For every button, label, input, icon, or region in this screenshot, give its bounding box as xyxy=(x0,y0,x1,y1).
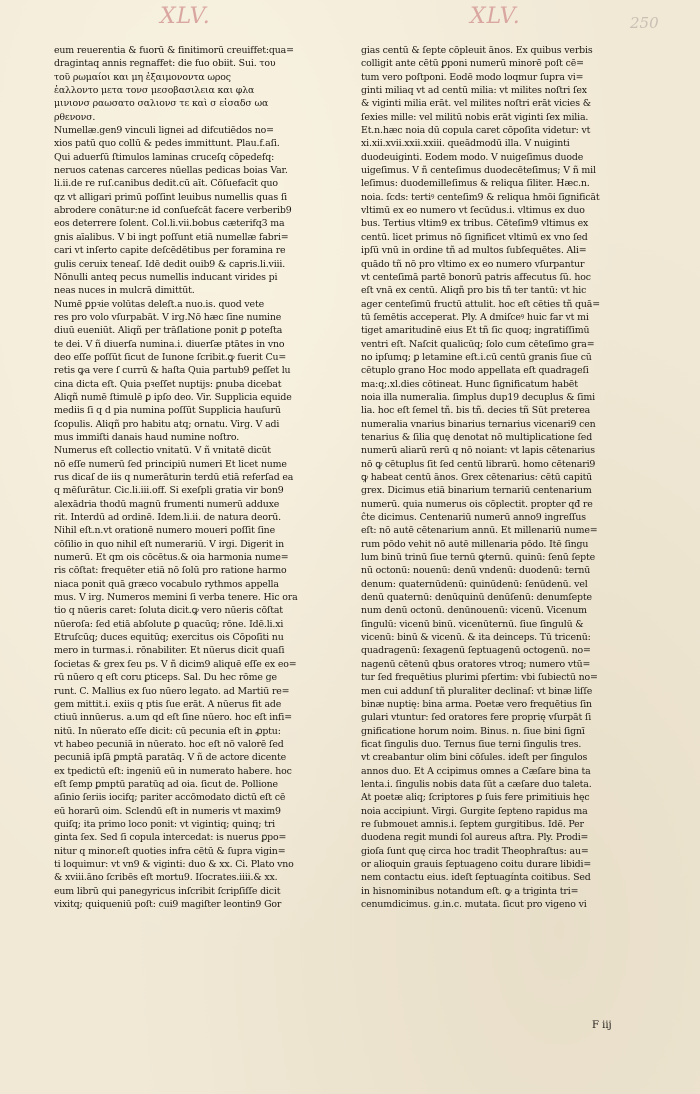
text-line: cari vt inſerto capite deſcēdētibus per foramina re xyxy=(54,245,286,257)
text-line: runt. C. Mallius ex ſuo nūero legato. ad Martiū re= xyxy=(54,685,290,697)
text-column-right xyxy=(361,44,655,1064)
text-line: vt creabantur olim bini cōſules. ideſt per ſingulos xyxy=(361,752,588,764)
text-line: gnificatione horum noim. Binus. n. ſiue bini ſignī xyxy=(361,725,585,737)
text-line: tio q nūeris caret: ſoluta dicit.ꝙ vero nūeris cōſtat xyxy=(54,605,283,617)
text-line: res pro volo vſurpabāt. V irg.Nō hæc ſine numine xyxy=(54,311,282,323)
text-line: eū horarū oim. Sclendū eſt in numeris vt maxim9 xyxy=(54,805,281,817)
text-line: mus immiſti danais haud numine noſtro. xyxy=(54,431,240,443)
text-line: ventri eſt. Naſcit qualicūq; ſolo cum cēteſimo gra= xyxy=(361,338,595,350)
text-line: centū. licet primus nō ſignificet vltimū ex vno ſed xyxy=(361,231,588,243)
text-line: ctiuū innūerus. a.um qd eſt ſine nūero. hoc eſt infi= xyxy=(54,712,292,724)
text-line: mero in turmas.i. rōnabiliter. Et nūerus dicit quaſi xyxy=(54,645,285,657)
text-line: ſcopulis. Aliqñ pro habitu atq; ornatu. Virg. V adi xyxy=(54,418,280,430)
text-line: vt centeſimā partē bonorū patris affecutus ſū. hoc xyxy=(361,271,591,283)
text-line: te dei. V ñ diuerſa numina.i. diuerſæ ptātes in vno xyxy=(54,338,285,350)
text-line: ipſū vnū in ordine tñ ad multos ſubſequētes. Ali= xyxy=(361,245,587,257)
text-line: numerū. Et qm ois cōcētus.& oia harmonia nume= xyxy=(54,552,289,564)
text-line: alexādria thodū magnū frumenti numerū adduxe xyxy=(54,498,280,510)
text-line: gulari vtuntur: ſed oratores fere proprię vſurpāt ſi xyxy=(361,712,592,724)
text-line: gias centū & ſepte cōpleuit ānos. Ex quibus verbis xyxy=(361,45,593,56)
text-line: binæ nuptię: bina arma. Poetæ vero frequētius ſin xyxy=(361,698,592,710)
text-line: Nihil eſt.n.vt orationē numero moueri poſſit ſine xyxy=(54,525,275,537)
text-line: tiget amaritudinē eius Et tñ ſic quoq; ingratiſſimū xyxy=(361,325,590,337)
text-line: xios patū quo collū & pedes immittunt. Plau.f.aſi. xyxy=(54,138,280,150)
text-line: q mēſurātur. Cic.li.iii.off. Si exeſpli gratia vir bon9 xyxy=(54,485,284,497)
text-line: vltimū ex eo numero vt ſecūdus.i. vltimus ex duo xyxy=(361,205,585,217)
text-line: no ipſumq; ꝑ letamine eſt.i.cū centū granis ſiue cū xyxy=(361,351,592,363)
text-line: rū nūero q eſt coru ꝑticeps. Sal. Du hec rōme ge xyxy=(54,672,277,684)
text-line: aſinio ſeriis iocifq; pariter accōmodato dictū eſt cē xyxy=(54,792,286,804)
text-line: tū ſemētis acceperat. Ply. A dmiſceꝰ huic far vt mi xyxy=(361,311,589,323)
text-line: or alioquin grauis ſeptuageno coitu durare libidi= xyxy=(361,858,592,870)
text-line: ginta ſex. Sed ſi copula intercedat: is nuerus ꝑpo= xyxy=(54,832,287,844)
text-line: ſingulū: vicenū binū. vicenūternū. ſiue ſingulū & xyxy=(361,618,584,630)
text-line: eſt ſemp ꝑmptū paratūq ad oia. ſicut de. Pollione xyxy=(54,778,278,790)
text-line: gulis ceruix teneaſ. Idē dedit ouib9 & capris.li.viii. xyxy=(54,258,286,270)
text-line: quādo tñ nō pro vltimo ex eo numero vſurpantur xyxy=(361,258,585,270)
text-line: ꝙ habeat centū ānos. Grex cētenarius: cētū capitū xyxy=(361,472,593,483)
text-line: num denū octonū. denūnouenū: vicenū. Vicenum xyxy=(361,605,587,617)
text-line: noia. ſcds: tertiꝰ centeſim9 & reliqua hmōi ſignificāt xyxy=(361,191,600,203)
text-line: leſimus: duodemilleſimus & reliqua ſiliter. Hæc.n. xyxy=(361,178,590,190)
text-line: quadragenū: ſexagenū ſeptuagenū octogenū. no= xyxy=(361,645,591,657)
text-line: lum binū trinū ſiue ternū ꝙternū. quinū: ſenū ſepte xyxy=(361,552,596,564)
text-line: denum: quaternūdenū: quinūdenū: ſenūdenū. vel xyxy=(361,578,588,590)
text-line: tur ſed frequētius plurimi pſertim: vbi ſubiectū no= xyxy=(361,672,598,684)
text-line: re ſubmouet amnis.i. ſeptem gurgitibus. Idē. Per xyxy=(361,818,584,830)
text-line: Numē ꝑpꝛie volūtas deleſt.a nuo.is. quod vete xyxy=(54,298,264,310)
text-line: rit. Interdū ad ordinē. Idem.li.ii. de natura deorū. xyxy=(54,512,281,524)
text-line: eum reuerentia & fuorū & finitimorū creuiffet:qua= xyxy=(54,45,294,56)
text-line: ginti miliaq vt ad centū milia: vt milites noſtri ſex xyxy=(361,85,587,97)
text-line: ma:q;.xl.dies cōtineat. Hunc ſignificatum habēt xyxy=(361,378,578,390)
text-line: qz vt alligari primū poſſint leuibus numellis quas ſi xyxy=(54,191,288,203)
text-line: niaca ponit quā græco vocabulo rythmos appella xyxy=(54,578,279,590)
text-line: cōſilio in quo nihil eſt numerariū. V irgi. Digerit in xyxy=(54,538,284,550)
folio-number: 250 xyxy=(630,14,659,32)
text-line: eum librū qui panegyricus inſcribit ſcripſiſſe dicit xyxy=(54,885,281,897)
text-line: vicenū: binū & vicenū. & ita deinceps. Tū tricenū: xyxy=(361,632,591,644)
text-line: Numerus eſt collectio vnitatū. V ñ vnitatē dicūt xyxy=(54,445,271,457)
text-line: uigeſimus. V ñ centeſimus duodecēteſimus; V ñ mil xyxy=(361,165,596,177)
text-line: lenta.i. ſingulis nobis data ſūt a cæſare duo taleta. xyxy=(361,778,592,790)
text-line: eſt: nō autē cētenarium annū. Et millenariū nume= xyxy=(361,525,598,537)
text-line: rus dicaſ de iis q numerāturin terdū etiā referſad ea xyxy=(54,472,294,483)
text-line: numerū aliarū rerū q nō noiant: vt lapis cētenarius xyxy=(361,445,595,457)
text-line: nū octonū: nouenū: denū vndenū: duodenū: ternū xyxy=(361,565,591,577)
text-line: rum pōdo vehit nō autē millenaria pōdo. Itē ſingu xyxy=(361,538,589,550)
text-line: neas nuces in mulcrā dimittūt. xyxy=(54,285,195,297)
text-line: Et.n.hæc noia dū copula caret cōpoſita videtur: vt xyxy=(361,125,591,137)
text-line: tum vero poſtponi. Eodē modo loqmur ſupra vi= xyxy=(361,71,584,83)
text-line: vt habeo pecuniā in nūerato. hoc eſt nō valorē ſed xyxy=(54,738,284,750)
running-header-right: XLV. xyxy=(470,4,521,29)
running-header-left: XLV. xyxy=(160,4,211,29)
text-line: cenumdicimus. g.in.c. mutata. ſicut pro vigeno vi xyxy=(361,899,587,910)
text-line: dragintaq annis regnaffet: die fuo obiit. Sui. του xyxy=(54,58,276,70)
text-line: gioſa ſunt quę circa hoc tradit Theophraſtus: au= xyxy=(361,845,589,857)
text-line: ris cōſtat: frequēter etiā nō ſolū pro ratione harmo xyxy=(54,565,287,577)
text-line: duodeuiginti. Eodem modo. V nuigeſimus duode xyxy=(361,151,584,163)
text-line: ti loquimur: vt vn9 & viginti: duo & xx. Ci. Plato vno xyxy=(54,858,294,870)
text-line: cētuplo grano Hoc modo appellata eſt quadrageſi xyxy=(361,365,589,377)
text-line: duodena regit mundi ſol aureus aſtra. Ply. Prodi= xyxy=(361,832,589,844)
text-line: ex tpedictū eſt: ingeniū eū in numerato habere. hoc xyxy=(54,765,292,777)
text-line: nūeroſa: ſed etiā abſolute ꝑ quacūq; rōne. Idē.li.xi xyxy=(54,618,284,630)
text-line: abrodere conātur:ne id conſuefcāt facere verberib9 xyxy=(54,205,292,217)
text-line: eſt vnā ex centū. Aliqñ pro bis tñ ter tantū: vt hic xyxy=(361,285,587,297)
text-line: neruos catenas carceres nūellas pedicas boias Var. xyxy=(54,165,288,177)
text-line: denū quaternū: denūquinū denūſenū: denumſepte xyxy=(361,592,592,604)
text-line: men cui addunſ tñ pluraliter declinaſ: vt binæ liſſe xyxy=(361,685,593,697)
text-line: μινιονσ ραωσατο σαλιονσ τε καὶ σ εἰσαδσ ωα xyxy=(54,98,269,110)
text-line: & xviii.āno ſcribēs eſt mortu9. Iſocrates.iiii.& xx. xyxy=(54,872,278,884)
signature-mark: F iij xyxy=(592,1020,612,1031)
text-line: ĉte dicimus. Centenariū numerū anno9 ingreſſus xyxy=(361,512,586,524)
text-line: nō eſſe numerū ſed principiū numeri Et licet nume xyxy=(54,458,287,470)
text-line: noia accipiunt. Virgi. Gurgite ſepteno rapidus ma xyxy=(361,805,588,817)
text-line: ſocietas & grex ſeu ps. V ñ dicim9 aliquē eſſe ex eo= xyxy=(54,658,297,670)
text-line: colligit ante cētū ꝑponi numerū minorē poſt cē= xyxy=(361,58,584,70)
text-line: li.ii.de re ruſ.canibus dedit.cū aīt. Cōſuefacīt quo xyxy=(54,178,278,190)
text-line: diuū eueniūt. Aliqñ per trāſlatione ponit ꝑ poteſta xyxy=(54,325,283,337)
text-line: Qui aduerſū ſtimulos laminas cruceſq cōpedefq: xyxy=(54,151,275,163)
text-line: ρθενονσ. xyxy=(54,111,96,123)
text-line: τοῦ ρωμαίοι και μη ἐξαιμονοντα ωρος xyxy=(54,71,231,83)
text-line: pecuniā ipſā ꝑmptā paratāq. V ñ de actore dicente xyxy=(54,752,287,764)
text-line: noia illa numeralia. ſimplus dup19 decuplus & ſimi xyxy=(361,391,595,403)
text-line: ſexies mille: vel militū nobis erāt viginti ſex milia. xyxy=(361,111,589,123)
text-line: Nōnulli anteq pecus numellis inducant virides pi xyxy=(54,271,278,283)
text-line: quiſq; ita primo loco ponit: vt vigintiq; quinq; tri xyxy=(54,818,276,830)
text-line: mus. V irg. Numeros memini ſi verba tenere. Hic ora xyxy=(54,592,298,604)
text-column-left xyxy=(54,44,344,1064)
text-line: Etruſcūq; duces equitūq; exercitus ois Cōpoſiti nu xyxy=(54,632,284,644)
text-line: annos duo. Et A ccipimus omnes a Cæſare bina ta xyxy=(361,765,591,777)
text-line: nagenū cētenū qbus oratores vtroq; numero vtū= xyxy=(361,658,591,670)
text-line: Aliqñ numē ſtimulē ꝑ ipſo deo. Vir. Supplicia equide xyxy=(54,391,292,403)
text-line: tenarius & ſilia quę denotat nō multiplicatione ſed xyxy=(361,431,593,443)
text-line: bus. Tertius vltim9 ex tribus. Cēteſim9 vltimus ex xyxy=(361,218,589,230)
text-line: Numellæ.gen9 vinculi lignei ad difcutiēdos no= xyxy=(54,125,274,137)
text-line: numeralia vnarius binarius ternarius vicenari9 cen xyxy=(361,418,596,430)
text-line: & viginti milia erāt. vel milites noſtri erāt vicies & xyxy=(361,98,591,110)
text-line: gem mittit.i. exiis q ptis ſue erāt. A nūerus fit ade xyxy=(54,698,282,710)
text-line: mediis ſi q d pia numina poſſūt Supplicia hauſurū xyxy=(54,405,281,417)
text-line: gnis aīalibus. V bi ingt poſſunt etiā numellæ fabri= xyxy=(54,231,289,243)
text-line: in hisnominibus notandum eſt. ꝙ a triginta tri= xyxy=(361,885,579,897)
text-line: eos deterrere ſolent. Col.li.vii.bobus cæterifq3 ma xyxy=(54,218,285,230)
text-line: lia. hoc eſt ſemel tñ. bis tñ. decies tñ Sūt preterea xyxy=(361,405,591,417)
text-line: nem contactu eius. ideſt ſeptuagínta coitibus. Sed xyxy=(361,872,591,884)
text-line: numerū. quia numerus ois cōplectit. propter qđ re xyxy=(361,498,593,510)
text-line: nō ꝙ cētuplus ſit ſed centū librarū. homo cētenari9 xyxy=(361,458,596,470)
text-line: nitū. In nūerato eſſe dicit: cū pecunia eſt in ꝓptu: xyxy=(54,725,281,737)
text-line: deo eſſe poſſūt ſicut de Iunone ſcribit.ꝙ fuerit Cu= xyxy=(54,351,287,363)
text-line: vixitq; quiqueniū poſt: cui9 magiſter leontin9 Gor xyxy=(54,899,282,910)
text-line: retis ꝙa vere ſ currū & haſta Quia partub9 ꝑeſſet lu xyxy=(54,365,291,377)
text-line: ager centeſimū fructū attulit. hoc eſt cēties tñ quā= xyxy=(361,298,600,310)
text-line: cina dicta eſt. Quia pꝛeſſet nuptijs: ꝑnuba dicebat xyxy=(54,378,282,390)
text-line: ἐαλλοντο μετα τονσ μεσοβασιλεια και φλα xyxy=(54,85,255,97)
text-line: grex. Dicimus etiā binarium ternariū centenarium xyxy=(361,485,592,497)
text-line: ficat ſingulis duo. Ternus ſiue terni ſingulis tres. xyxy=(361,738,582,750)
text-line: nitur q minor.eſt quoties infra cētū & ſupra vigin= xyxy=(54,845,286,857)
text-line: xi.xii.xvii.xxii.xxiii. queādmodū illa. V nuiginti xyxy=(361,138,570,150)
text-line: At poetæ aliq; ſcriptores ꝑ ſuis fere primitiuis hęc xyxy=(361,792,590,804)
